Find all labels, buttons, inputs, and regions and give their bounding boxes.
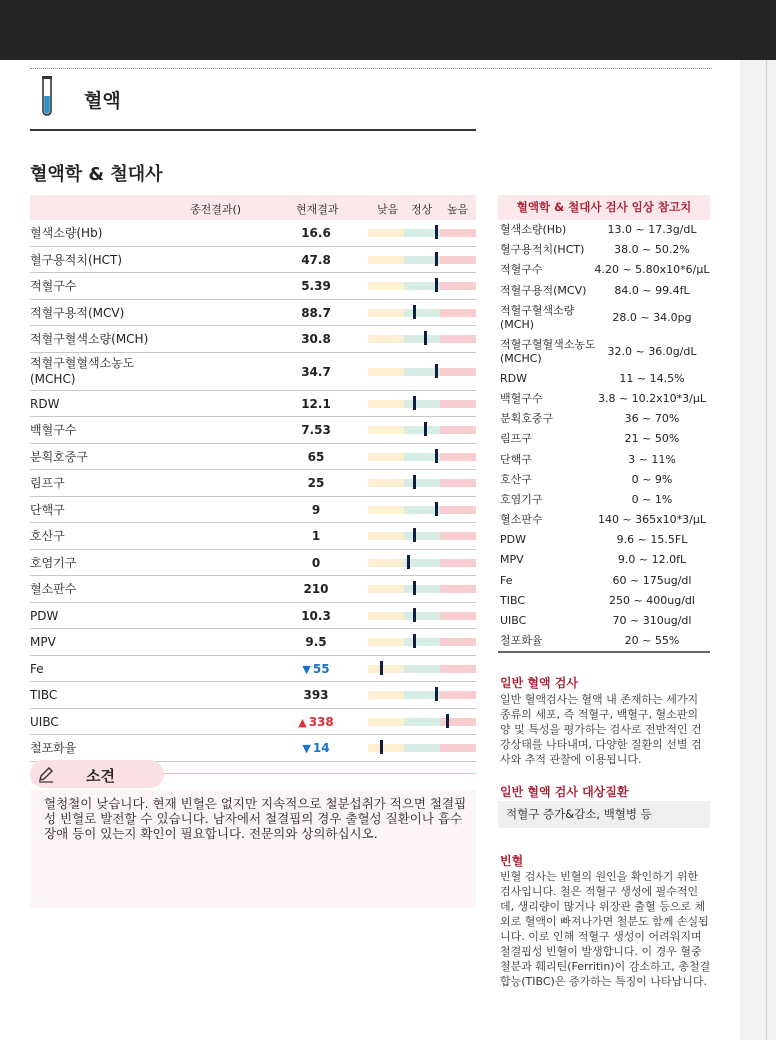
reference-range: 70 ~ 310ug/dl bbox=[612, 614, 692, 627]
range-high-segment bbox=[440, 506, 476, 514]
table-row bbox=[30, 470, 476, 497]
row-value bbox=[276, 423, 356, 437]
range-marker bbox=[413, 475, 416, 489]
reference-name: 호산구 bbox=[500, 472, 532, 486]
row-value bbox=[276, 688, 356, 702]
table-header bbox=[30, 195, 476, 220]
range-high-segment bbox=[440, 453, 476, 461]
header-low: 낮음 bbox=[377, 203, 399, 216]
row-label: Fe bbox=[30, 661, 44, 676]
reference-name: 적혈구혈혈색소농도 (MCHC) bbox=[500, 337, 596, 365]
row-value-number: 55 bbox=[312, 661, 330, 676]
table-row bbox=[30, 391, 476, 418]
sub-title: 혈액학 & 철대사 bbox=[30, 164, 163, 185]
range-normal-segment bbox=[404, 744, 440, 752]
range-high-segment bbox=[440, 559, 476, 567]
reference-range: 13.0 ~ 17.3g/dL bbox=[607, 223, 697, 236]
range-bar bbox=[368, 691, 476, 699]
reference-name: PDW bbox=[500, 533, 526, 547]
row-label: UIBC bbox=[30, 714, 59, 729]
opinion-text: 혈청철이 낮습니다. 현재 빈혈은 없지만 지속적으로 철분섭취가 적으면 철결핍성 빈혈로 발전할 수 있습니다. 남자에서 철결핍의 경우 출혈성 질환이나 흡수장애 등이 있는지 확인이 필요합니다. 전문의와 상의하십시오. bbox=[44, 796, 467, 841]
range-marker bbox=[380, 661, 383, 675]
header-normal: 정상 bbox=[411, 203, 433, 216]
reference-end-rule bbox=[498, 651, 710, 653]
reference-name: 혈색소량(Hb) bbox=[500, 223, 567, 236]
range-bar bbox=[368, 506, 476, 514]
row-value bbox=[276, 476, 356, 490]
general-test-text: 일반 혈액검사는 혈액 내 존재하는 세가지 종류의 세포, 즉 적혈구, 백혈구, 혈소판의 양 및 특성을 평가하는 검사로 전반적인 건강상태를 나타내며, 다양한 질환의 선별 검사와 추적 관찰에 이용됩니다. bbox=[500, 693, 702, 766]
range-low-segment bbox=[368, 229, 404, 237]
reference-name: RDW bbox=[500, 371, 527, 385]
reference-range: 38.0 ~ 50.2% bbox=[614, 243, 690, 257]
reference-range: 21 ~ 50% bbox=[624, 432, 680, 446]
reference-name: Fe bbox=[500, 573, 513, 587]
reference-range: 140 ~ 365x10*3/μL bbox=[597, 513, 707, 527]
reference-range: 9.0 ~ 12.0fL bbox=[617, 553, 687, 567]
range-high-segment bbox=[440, 256, 476, 264]
range-low-segment bbox=[368, 335, 404, 343]
row-value-number: 16.6 bbox=[301, 226, 331, 240]
reference-name: 철포화율 bbox=[500, 634, 543, 648]
row-value bbox=[276, 556, 356, 570]
reference-row bbox=[498, 530, 710, 550]
row-value bbox=[276, 609, 356, 623]
table-row bbox=[30, 656, 476, 683]
range-bar bbox=[368, 453, 476, 461]
range-high-segment bbox=[440, 400, 476, 408]
range-bar bbox=[368, 718, 476, 726]
row-value bbox=[276, 306, 356, 320]
row-value bbox=[276, 662, 356, 676]
reference-range: 36 ~ 70% bbox=[624, 412, 680, 426]
row-value-number: 34.7 bbox=[301, 364, 331, 379]
opinion-box bbox=[30, 790, 476, 908]
reference-name: 단핵구 bbox=[500, 452, 532, 466]
range-bar bbox=[368, 256, 476, 264]
anemia-title: 빈혈 bbox=[500, 854, 524, 868]
table-row bbox=[30, 603, 476, 630]
down-arrow-icon: ▼ bbox=[302, 742, 311, 755]
reference-name: 림프구 bbox=[500, 432, 532, 446]
table-row bbox=[30, 444, 476, 471]
anemia-text: 빈혈 검사는 빈혈의 원인을 확인하기 위한 검사입니다. 철은 적혈구 생성에 필수적인데, 생리량이 많거나 위장관 출혈 등으로 체외로 혈액이 빠져나가면 철분도 함께 손실됩니다. 이로 인해 적혈구 생성이 어려워지며 철결핍성 빈혈이 발생합니다. 이 경우 혈중 철분과 훼리틴(Ferritin)이 감소하고, 총철결합능(TIBC)은 증가하는 특징이 나타납니다. bbox=[500, 870, 711, 988]
range-marker bbox=[380, 740, 383, 754]
row-label: 혈구용적치(HCT) bbox=[30, 252, 123, 267]
row-label: 분획호중구 bbox=[30, 449, 88, 464]
reference-range: 3 ~ 11% bbox=[628, 452, 676, 466]
opinion-header bbox=[30, 760, 476, 788]
range-normal-segment bbox=[404, 479, 440, 487]
range-bar bbox=[368, 368, 476, 376]
range-marker bbox=[435, 364, 438, 378]
reference-row bbox=[498, 335, 710, 369]
row-value bbox=[276, 582, 356, 596]
range-normal-segment bbox=[404, 585, 440, 593]
table-row bbox=[30, 709, 476, 736]
range-high-segment bbox=[440, 309, 476, 317]
table-row bbox=[30, 417, 476, 444]
range-low-segment bbox=[368, 256, 404, 264]
table-row bbox=[30, 353, 476, 391]
range-low-segment bbox=[368, 718, 404, 726]
range-low-segment bbox=[368, 426, 404, 434]
reference-row bbox=[498, 571, 710, 591]
row-value-number: 88.7 bbox=[301, 305, 331, 320]
reference-range: 250 ~ 400ug/dl bbox=[609, 593, 695, 607]
range-marker bbox=[413, 581, 416, 595]
reference-row bbox=[498, 260, 710, 280]
pencil-icon bbox=[36, 764, 56, 784]
table-row bbox=[30, 576, 476, 603]
range-bar bbox=[368, 585, 476, 593]
range-marker bbox=[407, 555, 410, 569]
reference-range: 9.6 ~ 15.5FL bbox=[616, 533, 688, 547]
reference-range: 84.0 ~ 99.4fL bbox=[614, 283, 690, 297]
reference-name: UIBC bbox=[500, 614, 527, 627]
table-row bbox=[30, 629, 476, 656]
table-body bbox=[30, 220, 476, 762]
range-low-segment bbox=[368, 479, 404, 487]
row-label: MPV bbox=[30, 635, 56, 649]
reference-range: 20 ~ 55% bbox=[624, 634, 680, 648]
header-previous: 종전결과() bbox=[190, 203, 242, 216]
range-marker bbox=[413, 608, 416, 622]
row-label: 단핵구 bbox=[30, 502, 65, 517]
reference-range: 11 ~ 14.5% bbox=[619, 371, 685, 385]
row-value bbox=[276, 635, 356, 649]
row-value bbox=[276, 365, 356, 379]
reference-range: 0 ~ 9% bbox=[631, 472, 673, 486]
table-row bbox=[30, 326, 476, 353]
section-rule bbox=[30, 129, 476, 131]
range-high-segment bbox=[440, 282, 476, 290]
reference-name: 적혈구용적(MCV) bbox=[500, 283, 587, 297]
reference-name: 혈소판수 bbox=[500, 513, 543, 527]
row-label: 혈소판수 bbox=[30, 582, 77, 596]
range-marker bbox=[435, 502, 438, 516]
row-value-number: 47.8 bbox=[301, 252, 331, 267]
range-low-segment bbox=[368, 506, 404, 514]
row-label: 적혈구용적(MCV) bbox=[30, 305, 125, 320]
row-value-number: 30.8 bbox=[301, 332, 331, 346]
row-value bbox=[276, 715, 356, 729]
row-value bbox=[276, 332, 356, 346]
reference-row bbox=[498, 301, 710, 335]
row-value bbox=[276, 503, 356, 517]
range-marker bbox=[435, 278, 438, 292]
disease-title: 일반 혈액 검사 대상질환 bbox=[500, 785, 629, 799]
reference-name: 호염기구 bbox=[500, 492, 543, 506]
reference-table bbox=[498, 195, 710, 653]
range-bar bbox=[368, 559, 476, 567]
range-low-segment bbox=[368, 691, 404, 699]
range-high-segment bbox=[440, 229, 476, 237]
page-edge-line bbox=[766, 60, 767, 1040]
reference-name: TIBC bbox=[500, 593, 525, 607]
range-bar bbox=[368, 744, 476, 752]
reference-row bbox=[498, 631, 710, 651]
reference-range: 60 ~ 175ug/dl bbox=[612, 573, 692, 587]
test-tube-icon bbox=[40, 76, 54, 116]
range-low-segment bbox=[368, 309, 404, 317]
row-label: 철포화율 bbox=[30, 741, 77, 755]
range-low-segment bbox=[368, 400, 404, 408]
row-value-number: 65 bbox=[307, 449, 325, 464]
row-label: 혈색소량(Hb) bbox=[30, 226, 103, 240]
range-normal-segment bbox=[404, 718, 440, 726]
range-high-segment bbox=[440, 612, 476, 620]
range-high-segment bbox=[440, 665, 476, 673]
row-value-number: 7.53 bbox=[301, 423, 331, 437]
range-low-segment bbox=[368, 368, 404, 376]
range-high-segment bbox=[440, 335, 476, 343]
range-marker bbox=[413, 528, 416, 542]
reference-row bbox=[498, 240, 710, 260]
range-low-segment bbox=[368, 453, 404, 461]
table-row bbox=[30, 735, 476, 762]
reference-row bbox=[498, 281, 710, 301]
range-bar bbox=[368, 612, 476, 620]
row-value bbox=[276, 279, 356, 293]
range-marker bbox=[435, 449, 438, 463]
reference-row bbox=[498, 220, 710, 240]
reference-row bbox=[498, 389, 710, 409]
row-label: TIBC bbox=[30, 688, 58, 702]
row-value bbox=[276, 741, 356, 755]
opinion-title: 소견 bbox=[86, 767, 115, 785]
reference-row bbox=[498, 450, 710, 470]
table-row bbox=[30, 523, 476, 550]
reference-row bbox=[498, 611, 710, 631]
table-row bbox=[30, 550, 476, 577]
range-bar bbox=[368, 400, 476, 408]
range-high-segment bbox=[440, 368, 476, 376]
reference-name: MPV bbox=[500, 553, 524, 567]
reference-range: 4.20 ~ 5.80x10*6/μL bbox=[594, 263, 710, 277]
range-bar bbox=[368, 665, 476, 673]
reference-range: 32.0 ~ 36.0g/dL bbox=[607, 344, 697, 358]
range-high-segment bbox=[440, 691, 476, 699]
range-low-segment bbox=[368, 559, 404, 567]
range-marker bbox=[435, 687, 438, 701]
range-bar bbox=[368, 309, 476, 317]
header-current: 현재결과 bbox=[296, 203, 339, 216]
reference-range: 28.0 ~ 34.0pg bbox=[612, 310, 692, 324]
header-high: 높음 bbox=[447, 203, 469, 216]
range-marker bbox=[413, 396, 416, 410]
row-value-number: 25 bbox=[307, 476, 325, 490]
range-normal-segment bbox=[404, 426, 440, 434]
range-high-segment bbox=[440, 479, 476, 487]
range-normal-segment bbox=[404, 309, 440, 317]
range-marker bbox=[424, 422, 427, 436]
row-value bbox=[276, 450, 356, 464]
row-label: PDW bbox=[30, 608, 59, 623]
range-marker bbox=[435, 225, 438, 239]
range-marker bbox=[413, 305, 416, 319]
row-label: 적혈구수 bbox=[30, 279, 77, 293]
table-row bbox=[30, 220, 476, 247]
range-high-segment bbox=[440, 426, 476, 434]
range-low-segment bbox=[368, 532, 404, 540]
reference-row bbox=[498, 591, 710, 611]
range-low-segment bbox=[368, 638, 404, 646]
range-marker bbox=[435, 252, 438, 266]
range-low-segment bbox=[368, 744, 404, 752]
range-bar bbox=[368, 335, 476, 343]
range-marker bbox=[446, 714, 449, 728]
row-value-number: 5.39 bbox=[301, 279, 331, 293]
row-value-number: 9 bbox=[311, 502, 321, 517]
row-value bbox=[276, 529, 356, 543]
row-label: 림프구 bbox=[30, 476, 65, 490]
range-low-segment bbox=[368, 282, 404, 290]
row-label: 백혈구수 bbox=[30, 423, 77, 437]
range-normal-segment bbox=[404, 638, 440, 646]
disease-box bbox=[498, 801, 710, 828]
range-normal-segment bbox=[404, 335, 440, 343]
reference-range: 0 ~ 1% bbox=[631, 492, 673, 506]
table-row bbox=[30, 247, 476, 274]
reference-title: 혈액학 & 철대사 검사 임상 참고치 bbox=[498, 195, 710, 220]
range-bar bbox=[368, 229, 476, 237]
row-value-number: 0 bbox=[311, 555, 321, 570]
page-gutter bbox=[740, 60, 776, 1040]
reference-row bbox=[498, 429, 710, 449]
row-label: 호염기구 bbox=[30, 555, 77, 570]
range-normal-segment bbox=[404, 665, 440, 673]
top-bar bbox=[0, 0, 776, 60]
row-label: 적혈구혈색소량(MCH) bbox=[30, 332, 149, 346]
row-value-number: 12.1 bbox=[301, 396, 331, 411]
down-arrow-icon: ▼ bbox=[302, 662, 311, 676]
range-high-segment bbox=[440, 532, 476, 540]
reference-name: 백혈구수 bbox=[500, 391, 543, 405]
range-marker bbox=[413, 634, 416, 648]
reference-name: 분획호중구 bbox=[500, 412, 554, 426]
reference-name: 혈구용적치(HCT) bbox=[500, 243, 585, 257]
range-high-segment bbox=[440, 585, 476, 593]
row-value-number: 10.3 bbox=[301, 608, 331, 623]
range-normal-segment bbox=[404, 532, 440, 540]
table-row bbox=[30, 497, 476, 524]
reference-row bbox=[498, 490, 710, 510]
row-value bbox=[276, 253, 356, 267]
range-marker bbox=[424, 331, 427, 345]
range-high-segment bbox=[440, 638, 476, 646]
reference-row bbox=[498, 470, 710, 490]
reference-row bbox=[498, 369, 710, 389]
range-low-segment bbox=[368, 585, 404, 593]
reference-row bbox=[498, 510, 710, 530]
reference-row bbox=[498, 409, 710, 429]
row-label: RDW bbox=[30, 396, 60, 411]
results-table bbox=[30, 195, 476, 762]
row-value-number: 9.5 bbox=[305, 635, 327, 649]
general-test-title: 일반 혈액 검사 bbox=[500, 676, 578, 690]
range-bar bbox=[368, 426, 476, 434]
row-value bbox=[276, 226, 356, 240]
table-row bbox=[30, 682, 476, 709]
range-high-segment bbox=[440, 744, 476, 752]
range-bar bbox=[368, 638, 476, 646]
row-label: 호산구 bbox=[30, 529, 65, 543]
row-value-number: 393 bbox=[303, 688, 329, 702]
row-value-number: 14 bbox=[312, 741, 330, 755]
reference-range: 3.8 ~ 10.2x10*3/μL bbox=[597, 391, 707, 405]
row-label: 적혈구혈혈색소농도 (MCHC) bbox=[30, 355, 135, 386]
range-low-segment bbox=[368, 612, 404, 620]
opinion-line bbox=[164, 773, 476, 774]
range-normal-segment bbox=[404, 400, 440, 408]
up-arrow-icon: ▲ bbox=[298, 715, 307, 729]
range-low-segment bbox=[368, 665, 404, 673]
range-bar bbox=[368, 479, 476, 487]
range-bar bbox=[368, 282, 476, 290]
row-value-number: 338 bbox=[308, 714, 334, 729]
range-normal-segment bbox=[404, 612, 440, 620]
row-value-number: 210 bbox=[303, 582, 329, 596]
table-row bbox=[30, 300, 476, 327]
reference-name: 적혈구혈색소량 (MCH) bbox=[500, 303, 575, 331]
table-row bbox=[30, 273, 476, 300]
disease-text: 적혈구 증가&감소, 백혈병 등 bbox=[506, 807, 652, 821]
dotted-divider bbox=[30, 68, 712, 69]
reference-name: 적혈구수 bbox=[500, 263, 543, 277]
row-value-number: 1 bbox=[311, 529, 321, 543]
reference-row bbox=[498, 550, 710, 570]
row-value bbox=[276, 397, 356, 411]
section-title: 혈액 bbox=[84, 90, 121, 112]
reference-body bbox=[498, 220, 710, 651]
range-bar bbox=[368, 532, 476, 540]
